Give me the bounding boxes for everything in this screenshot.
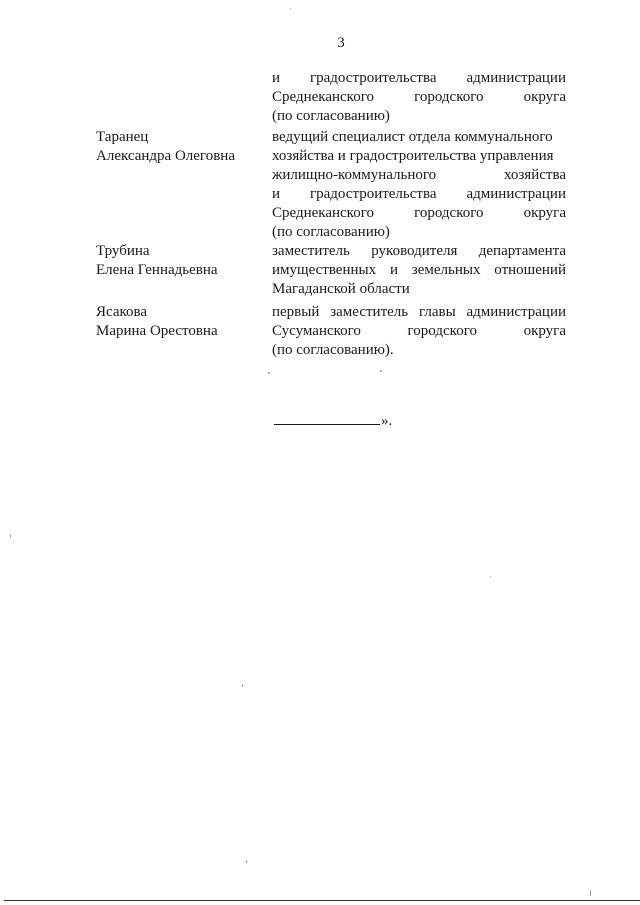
position-word: (по согласованию). (272, 342, 394, 358)
position-line (272, 242, 566, 261)
position-word: округа (523, 205, 566, 221)
member-name (96, 303, 266, 341)
position-line (272, 166, 566, 185)
scan-speck (10, 534, 11, 537)
position-word: и (389, 262, 398, 278)
continuation-description (272, 69, 566, 126)
position-line (272, 69, 566, 88)
position-line (272, 341, 566, 360)
position-word: первый (272, 304, 320, 320)
position-line (272, 147, 566, 166)
scan-speck (490, 576, 491, 577)
closing-line (274, 412, 392, 431)
position-word: (по согласованию) (272, 224, 390, 240)
position-line (272, 261, 566, 280)
position-word: (по согласованию) (272, 108, 390, 124)
member-surname: Таранец (96, 129, 149, 145)
position-line (272, 204, 566, 223)
position-word: градостроительства (309, 70, 437, 86)
position-word: заместитель (272, 243, 350, 259)
page-bottom-edge (4, 900, 640, 901)
position-word: городского (414, 89, 484, 105)
position-word: администрации (466, 70, 566, 86)
scan-speck (268, 372, 270, 374)
member-given-names: Елена Геннадьевна (96, 262, 218, 278)
position-word: имущественных (272, 262, 377, 278)
scan-speck (380, 370, 382, 372)
member-given-names: Александра Олеговна (96, 148, 235, 164)
member-name (96, 242, 266, 280)
page-number: 3 (337, 35, 345, 51)
position-word: Сусуманского (272, 323, 361, 339)
position-word: руководителя (371, 243, 458, 259)
position-word: администрации (466, 304, 566, 320)
position-word: градостроительства (309, 186, 437, 202)
position-word: жилищно-коммунального (272, 167, 437, 183)
position-word: хозяйства и градостроительства управления (272, 148, 554, 164)
position-word: заместитель (330, 304, 409, 320)
position-word: главы (418, 304, 456, 320)
position-word: хозяйства (503, 167, 566, 183)
scan-speck (242, 684, 243, 687)
closing-quote-mark: ». (381, 413, 393, 429)
member-position (272, 303, 566, 360)
position-word: округа (523, 89, 566, 105)
position-word: городского (414, 205, 484, 221)
member-surname: Трубина (96, 243, 150, 259)
position-word: отношений (494, 262, 566, 278)
position-word: и (272, 186, 281, 202)
member-name (96, 128, 266, 166)
scan-speck (290, 8, 291, 9)
position-line (272, 223, 566, 242)
position-word: и (272, 70, 281, 86)
position-word: департамента (478, 243, 566, 259)
position-word: городского (407, 323, 477, 339)
position-word: ведущий специалист отдела коммунального (272, 129, 553, 145)
position-word: администрации (466, 186, 566, 202)
position-word: округа (523, 323, 566, 339)
position-word: Среднеканского (272, 89, 374, 105)
member-surname: Ясакова (96, 304, 148, 320)
member-given-names: Марина Орестовна (96, 323, 218, 339)
closing-rule (274, 414, 380, 425)
member-position (272, 128, 566, 242)
position-word: Среднеканского (272, 205, 374, 221)
scan-speck (246, 860, 247, 863)
position-line (272, 107, 566, 126)
member-position (272, 242, 566, 299)
scan-speck (590, 890, 591, 896)
position-line (272, 303, 566, 322)
position-word: Магаданской области (272, 281, 410, 297)
position-line (272, 322, 566, 341)
position-line (272, 280, 566, 299)
position-word: земельных (411, 262, 481, 278)
position-line (272, 88, 566, 107)
position-line (272, 185, 566, 204)
position-line (272, 128, 566, 147)
